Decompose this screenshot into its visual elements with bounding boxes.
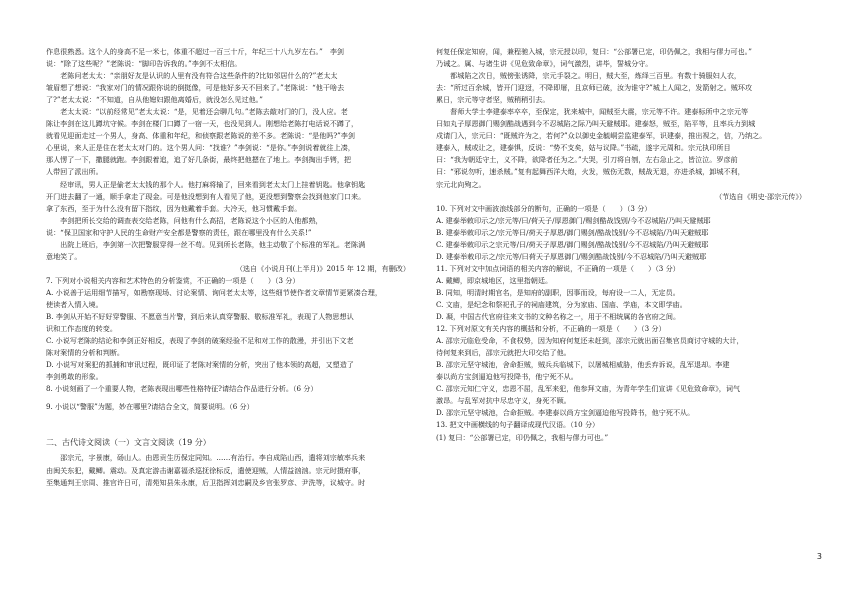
left-text-line: 李剑把所长交给的调查表交给老陈，问他有什么高招，老陈说这个小区的人他都熟， <box>46 215 323 225</box>
left-text-line: 了?”老太太说：“不知道，自从他媳妇跟他离婚后，就没怎么见过他。” <box>46 95 263 105</box>
right-text-line: D. 邵宗元坚守城池，合命拒贼。李建泰以尚方宝剑逼迫他写投降书，他宁死不从。 <box>436 408 695 418</box>
left-text-line: 邵宗元，字景康，砀山人。由恩贡生历保定同知。……有治行。李自成陷山西，遣将刘宗敏率兵来 <box>46 453 366 463</box>
right-text-line: A. 建泰举敕印示之/宗元等/曰/荷天子/厚恩御门/赐剑酷战饯别/今不忍城陷/乃叫天避贼耶 <box>436 215 711 225</box>
left-text-line: 说：“除了这些呢？”老陈说：“脚印告诉我的。”李剑不太相信。 <box>46 59 242 69</box>
left-text-line: 开门进去翻了一通，顺手拿走了现金。可是他没想到有人看见了他，更没想到警察会找到他家门口来。 <box>46 191 366 201</box>
left-text-line: 出院上班后，李剑第一次把警服穿得一丝不苟。见到所长老陈，他主动敬了个标准的军礼。老陈满 <box>46 239 366 249</box>
right-text-line: (1) 复曰：“公部署已定，印仍佩之，我相与僇力可也。” <box>436 432 609 442</box>
left-text-line: 经审讯，男人正是偷老太太钱的那个人。他打麻将输了，回来看到老太太门上挂着钥匙。他拿钥匙 <box>46 179 366 189</box>
right-text-line: 12. 下列对原文有关内容的概括和分析，不正确的一项是（ ）（3 分） <box>436 324 666 334</box>
left-column <box>46 46 410 489</box>
left-text-line: 7. 下列对小说相关内容和艺术特色的分析鉴赏，不正确的一项是（ ）（3 分） <box>46 275 300 285</box>
page-number: 3 <box>816 552 822 561</box>
right-text-line: D. 凝，中国古代官府往来文书的文种名称之一，用于不相统属的各官府之间。 <box>436 312 681 322</box>
right-text-line: 13. 把文中画横线的句子翻译成现代汉语。（10 分） <box>436 420 600 430</box>
right-text-line: 宗元北向殉之。 <box>436 179 486 189</box>
right-text-line: C. 建泰举敕印示之宗元等/曰/荷天子厚恩/御门赐剑/酷战饯别/今不忍城陷/乃叫天避贼耶 <box>436 239 709 249</box>
left-text-line: 8. 小说刻画了一个重要人物，老陈表现出哪些性格特征?请结合作品进行分析。（6 分） <box>46 384 318 394</box>
right-text-line: 何复任保定知府，闻，兼程驰入城，宗元授以印，复曰：“公部署已定，印仍佩之，我相与僇力可也。” <box>436 47 752 56</box>
right-text-line: 待何复来到后，邵宗元就把大印交给了他。 <box>436 348 571 358</box>
right-text-line: 11. 下列对文中加点词语的相关内容的解说，不正确的一项是（ ）（3 分） <box>436 263 680 273</box>
right-text-line: 10. 下列对文中画波浪线部分的断句，正确的一项是（ ）（3 分） <box>436 203 652 213</box>
right-column <box>436 46 806 444</box>
right-text-line: 曰：“邪说勿听，速杀贼。”复有起舞西洋大炮，火发，贼伤无数，贼战无退，亦进杀城，卸城不利， <box>436 167 745 177</box>
right-text-line: B. 同知，明清时期官名，是知府的副职，因事而设，每府设一二人，无定员。 <box>436 287 680 297</box>
right-text-line: 督师大学士李建泰率卒卒，至保定，犹来城中，闻贼至大震，宗元等不许。建泰标所中之宗元等 <box>436 107 749 117</box>
left-text-line: 至集通判王宗周、推官许日可，清苑知县朱永康，后卫指挥刘忠嗣及乡官张罗彦、尹洗等，议城守。时 <box>46 477 366 487</box>
left-text-line: 9. 小说以“警服”为题，妙在哪里?请结合全文，简要说明。（6 分） <box>46 402 254 412</box>
right-text-line: C. 文庙，是纪念和祭祀孔子的祠庙建筑，分为家庙、国庙、学庙，本文即学庙。 <box>436 299 687 309</box>
left-text-line: A. 小说善于运用细节描写，如勘察现场、讨论案情、询问老太太等，这些细节使作者文章情节更紧凑合理， <box>46 287 382 297</box>
left-text-line: 由闽关东犯，戴鲫。震动。及真定游击谢嘉福杀巡抚徐标反，遣使迎贼，人情益汹汹。宗元时摄府事， <box>46 465 366 475</box>
right-text-line: 戍请门入，宗元曰：“既贼许为之，若何?”众以御史金毓峒尝监建泰军，识建泰，推出视之，信，乃纳之。 <box>436 131 767 141</box>
right-text-line: B. 邵宗元坚守城池，舍命拒贼，贼兵兵临城下，以屠城相威胁，他丢弃诉说，乱军退却。李建 <box>436 360 730 370</box>
left-text-line: 老太太说：“以前经常见”老太太说：“是，见着还会聊几句。”老陈去敲对门的门，没人应。老 <box>46 107 348 117</box>
right-text-line: 曰如丸子厚恩御门赐剑酷战遇到今不忍城陷之际乃叫天避贼耶。建泰怒，贼至，陷平等，且率兵力到城 <box>436 119 756 129</box>
right-text-line: 都城陷之次日，贼傍张诱降，宗元手裂之。明日，贼大至，炼绎三百里。有数十骑服妇人衣， <box>436 71 742 81</box>
left-text-line: （选自《小说月刊(上半月)》2015 年 12 期，有删改） <box>168 263 410 273</box>
right-text-line: 泰以尚方宝剑逼迫他写投降书，他宁死不从。 <box>436 372 578 382</box>
left-text-line: 陈让李剑在这儿蹲坑守候。李剑在楼门口蹲了一宿一天，也没见到人。刚想给老陈打电话说不蹲了， <box>46 119 359 129</box>
right-text-line: C. 邵宗元知仁守义，忠恩不屈，乱军来犯，他参拜文庙，为青年学生们宣讲《见危致命章》，词气 <box>436 384 741 394</box>
right-text-line: （节选自《明史·邵宗元传》） <box>534 191 806 201</box>
left-text-line: 使读者入情入境。 <box>46 299 103 309</box>
right-text-line: A. 邵宗元临危受命，不食权势，因为知府何复还未赶到，邵宗元就出面召集官员商讨守城的大计， <box>436 336 744 346</box>
left-text-line: B. 李剑从开始不好好穿警服、不愿意当片警，到后来认真穿警服、敬标准军礼，表现了人物思想认 <box>46 312 354 322</box>
left-text-line: 老陈问老太太：“亲朋好友是认识的人里有没有符合这些条件的?比如邻居什么的?”老太太 <box>46 71 338 81</box>
left-text-line <box>46 419 410 425</box>
right-text-line: B. 建泰举敕印示之/宗元等曰/荷天子厚恩/御门赐剑/酷战饯别/今不忍城陷/乃叫天避贼耶 <box>436 227 709 237</box>
right-text-line: 乃诫之。属、与诸生讲《见危致命章》，词气激烈，讲毕，誓城分守。 <box>436 59 653 69</box>
left-text-line: 人带回了派出所。 <box>46 167 103 177</box>
left-text-line: 二、古代诗文阅读（一）文言文阅读（19 分） <box>46 438 211 448</box>
left-text-line: 识和工作态度的转变。 <box>46 324 117 334</box>
left-text-line: 说：“保卫国家和守护人民的生命财产安全都是警察的责任，跟在哪里没有什么关系!” <box>46 227 312 237</box>
left-text-line: 陈对案情的分析和判断。 <box>46 348 125 358</box>
left-text-line: 皱眉想了想说：“我家对门的情况跟你说的倒挺像，可是他好多天不回来了。”老陈说：“他干啥去 <box>46 83 345 93</box>
right-text-line: 激昂。与乱军对抗中尽忠守义，身死不顾。 <box>436 396 571 406</box>
right-text-line: D. 建泰举敕印示之/宗元等/曰荷天子厚恩御门/赐剑酷战饯别/今不忍城陷/乃叫天避贼耶 <box>436 251 707 261</box>
left-text-line: 意地笑了。 <box>46 251 82 261</box>
left-text-line: 作息很熟悉。这个人的身高不足一米七，体重不超过一百三十斤，年纪三十八九岁左右。” 李剑 <box>46 47 345 56</box>
right-text-line: A. 戴鲫，即京城地区，这里指朝廷。 <box>436 275 553 285</box>
left-text-line: 李剑勇敢的形象。 <box>46 372 103 382</box>
left-text-line: 就看见迎面走过一个男人，身高、体重和年纪，和侦察跟老陈说的差不多。老陈说：“是他吗?”李剑 <box>46 131 355 141</box>
left-text-line: 拿了东西，至于为什么没有留下指纹，因为他戴着手套。大冷天，他习惯戴手套。 <box>46 203 302 213</box>
right-text-line: 曰：“我为朝廷守土，义不降，欲降者任为之。”大哭，引刀将自刎，左右急止之，皆泣泣。罗彦前 <box>436 155 738 165</box>
right-text-line: 建泰入，贼或让之，建泰惧，反说：“势不支矣，姑与议降。”书疏，遂字元周和。宗元执印所目 <box>436 143 731 153</box>
right-text-line: 去：“所过百余城，皆开门迎迓，不降即屠，且京师已破，汝为谁守?”城上人闻之，发箭射之。贼环攻 <box>436 83 753 93</box>
right-text-line: 累日，宗元等守者坚，贼稍稍引去。 <box>436 95 550 105</box>
left-text-line: 心里说，来人正是住在老太太对门的。这个男人问：“找谁？”李剑说：“是你。”李剑说着就往上凑， <box>46 143 355 153</box>
left-text-line: C. 小说写老陈的结论和李剑正好相反，表现了李剑的破案经验不足和对工作的散漫，并引出下文老 <box>46 336 354 346</box>
left-text-line: D. 小说写对案犯的抓捕和审讯过程，既印证了老陈对案情的分析，突出了他本领的高超，又塑造了 <box>46 360 354 370</box>
left-text-line: 那人愣了一下，撒腿就跑。李剑跟着追，追了好几条街，最终把他摁在了地上。李剑掏出手铐，把 <box>46 155 352 165</box>
